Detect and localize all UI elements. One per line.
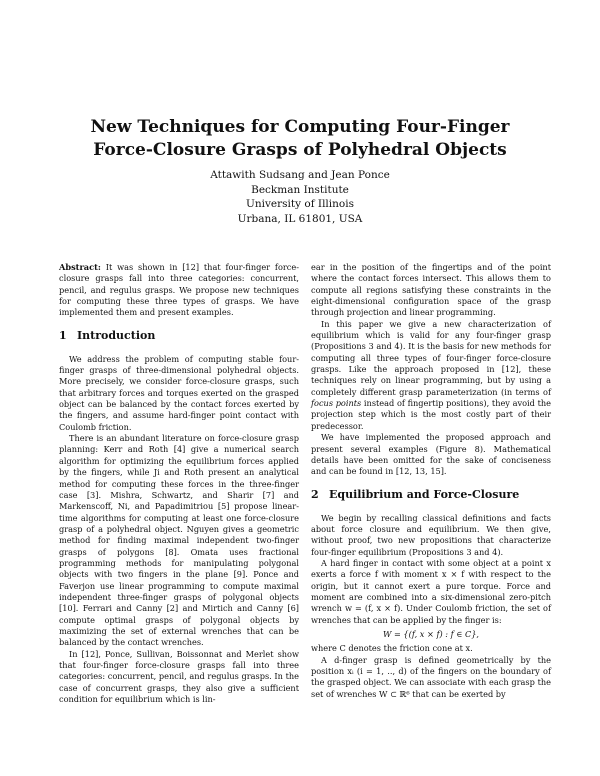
intro-paragraph-5: We have implemented the proposed approach and present several examples (Figure 8). Mathematical details have been omitted for the sake of conciseness and can be found in [12, 13, 15]. (311, 432, 551, 477)
author-university: University of Illinois (246, 198, 354, 210)
equilibrium-paragraph-1: We begin by recalling classical definitions and facts about force closure and equilibrium. We then give, without proof, two new propositions that characterize four-finger equilibrium (Propositions 3 and 4). (311, 512, 551, 557)
intro-p4-part-b: instead of fingertip positions), they avoid the projection step which is the most costly part of their predecessor. (311, 398, 551, 431)
intro-paragraph-3-continued: ear in the position of the fingertips and of the point where the contact forces intersect. This allows them to compute all regions satisfying these constraints in the eight-dimensional configuration space of the grasp through projection and linear programming. (311, 262, 551, 318)
author-names: Attawith Sudsang and Jean Ponce (210, 169, 390, 181)
section-1-number: 1 (59, 328, 67, 342)
paper-title (60, 116, 540, 162)
abstract-label: Abstract: (59, 262, 101, 272)
section-2-title: Equilibrium and Force-Closure (329, 487, 520, 501)
abstract-text: It was shown in [12] that four-finger force-closure grasps fall into three categories: concurrent, pencil, and regulus grasps. We propose new techniques for computing these three types of grasps. We have implemented them and present examples. (59, 262, 299, 318)
intro-paragraph-4 (311, 319, 551, 432)
equilibrium-paragraph-4: A d-finger grasp is defined geometrically by the position xᵢ (i = 1, .., d) of the fingers on the boundary of the grasped object. We can associate with each grasp the set of wrenches W ⊂ ℝ⁶ that can be exerted by (311, 654, 551, 699)
abstract-paragraph (59, 262, 299, 319)
section-1-title: Introduction (77, 328, 156, 342)
author-city: Urbana, IL 61801, USA (237, 212, 363, 225)
intro-paragraph-2: There is an abundant literature on force-closure grasp planning: Kerr and Roth [4] give a numerical search algorithm for optimizing the equilibrium forces applied by the fingers, while Ji and Roth present an analytical method for computing these forces in the three-finger case [3]. Mishra, Schwartz, and Sharir [7] and Markenscoff, Ni, and Papadimitriou [5] propose linear-time algorithms for computing at least one force-closure grasp of a polyhedral object. Nguyen gives a geometric method for finding maximal independent two-finger grasps of polygons [8]. Omata uses fractional programming methods for manipulating polygonal objects with two fingers in the plane [9]. Ponce and Faverjon use linear programming to compute maximal independent three-finger grasps of polygonal objects [10]. Ferrari and Canny [2] and Mirtich and Canny [6] compute optimal grasps of polygonal objects by maximizing the set of external wrenches that can be balanced by the contact wrenches. (59, 433, 299, 648)
section-2-number: 2 (311, 487, 319, 501)
wrench-set-equation: W = {(f, x × f) : f ∈ C}, (382, 628, 480, 639)
author-institute: Beckman Institute (251, 183, 349, 196)
equilibrium-paragraph-2: A hard finger in contact with some object at a point x exerts a force f with moment x × f with respect to the origin, but it cannot exert a pure torque. Force and moment are combined into a six-dimensional zero-pitch wrench w = (f, x × f). Under Coulomb friction, the set of wrenches that can be applied by the finger is: (311, 557, 551, 625)
intro-paragraph-3: In [12], Ponce, Sullivan, Boissonnat and Merlet show that four-finger force-closure grasps fall into three categories: concurrent, pencil, and regulus grasps. In the case of concurrent grasps, they also give a sufficient condition for equilibrium which is lin- (59, 648, 299, 705)
left-column (59, 262, 299, 705)
title-line-2: Force-Closure Grasps of Polyhedral Objects (93, 140, 507, 160)
section-2-heading (311, 488, 551, 501)
section-1-heading (59, 329, 299, 342)
intro-p4-part-a: In this paper we give a new characterization of equilibrium which is valid for any four-finger grasp (Propositions 3 and 4). It is the basis for new methods for computing all three types of four-finger force-closure grasps. Like the approach proposed in [12], these techniques rely on linear programming, but by using a completely different grasp parameterization (in terms of (311, 318, 551, 397)
author-block (150, 168, 450, 226)
intro-paragraph-1: We address the problem of computing stable four-finger grasps of three-dimensional polyhedral objects. More precisely, we consider force-closure grasps, such that arbitrary forces and torques exerted on the grasped object can be balanced by the contact forces exerted by the fingers, and assume hard-finger point contact with Coulomb friction. (59, 353, 299, 432)
equilibrium-paragraph-3: where C denotes the friction cone at x. (311, 643, 473, 654)
title-line-1: New Techniques for Computing Four-Finger (90, 117, 510, 137)
right-column (311, 262, 551, 700)
focus-points-term: focus points (311, 398, 362, 409)
